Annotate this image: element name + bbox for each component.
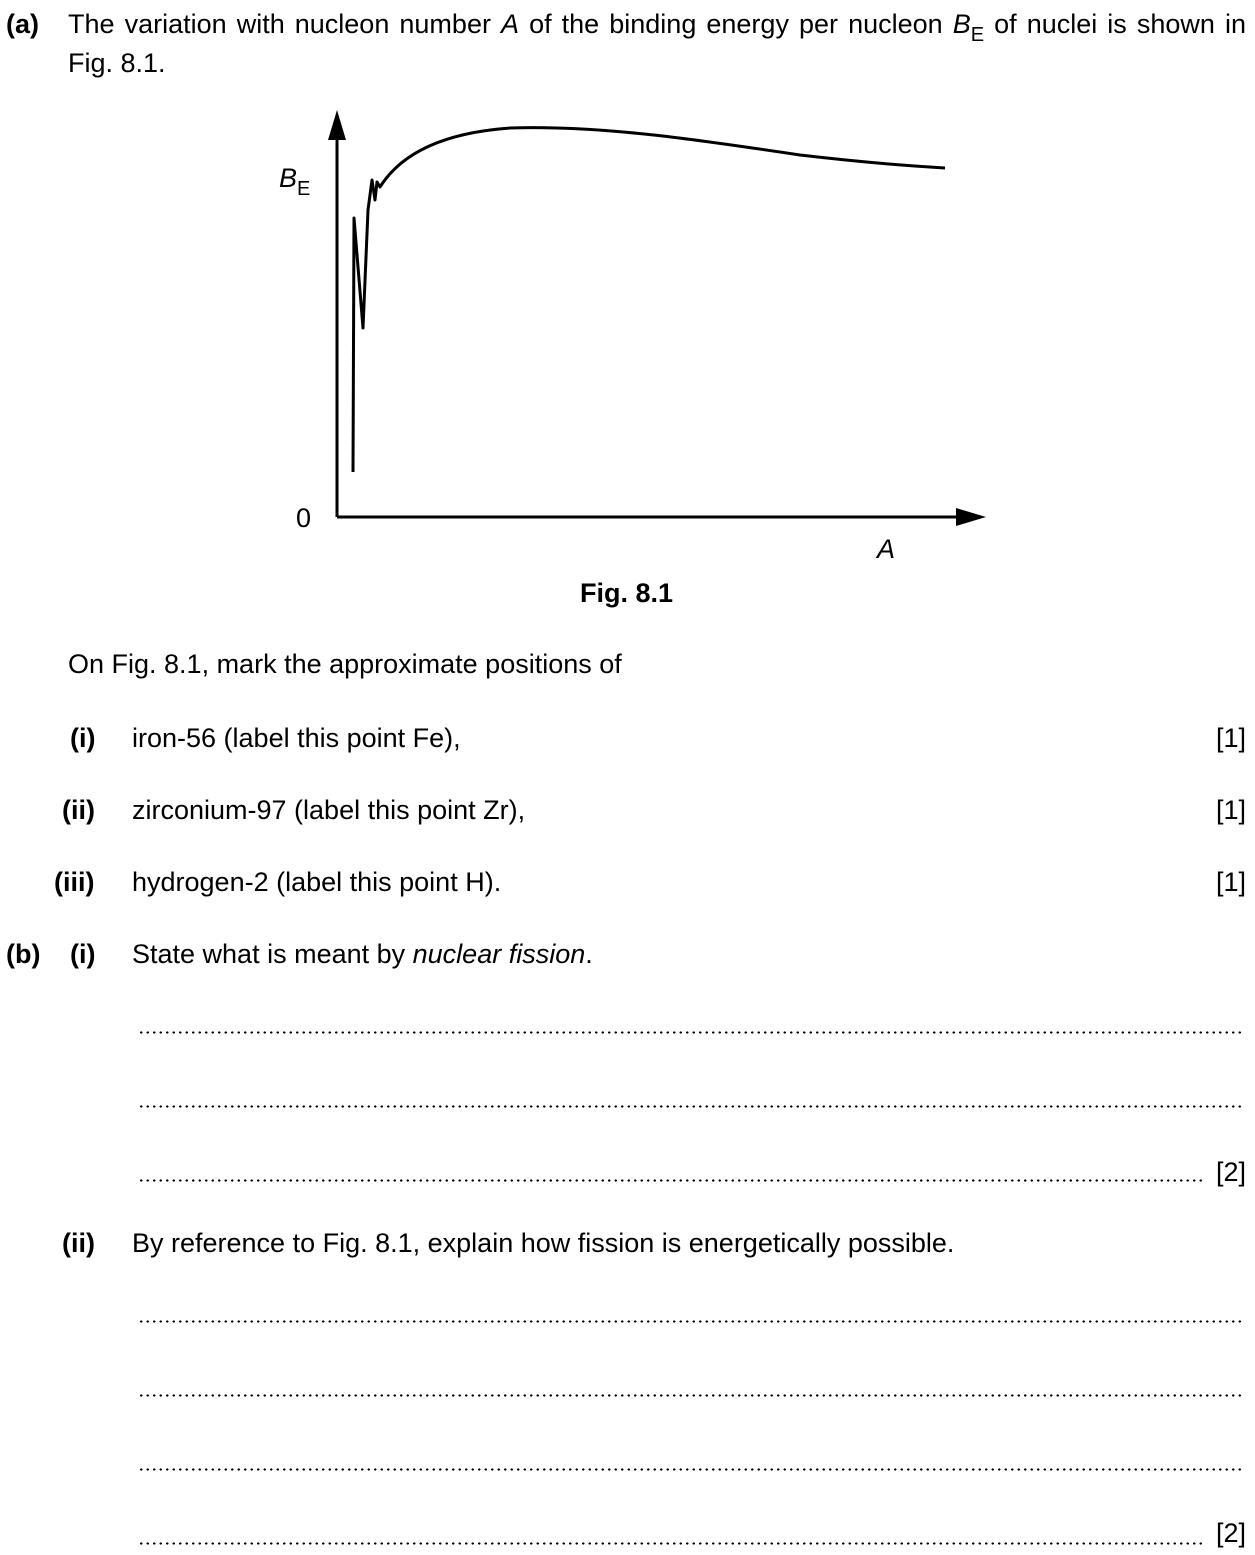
question-number: (i) xyxy=(70,723,96,753)
intro-symbol-B: B xyxy=(952,9,971,39)
intro-symbol-A: A xyxy=(501,9,520,39)
question-number: (iii) xyxy=(54,867,95,897)
question-mark: [1] xyxy=(1215,867,1246,897)
y-axis-arrowhead xyxy=(328,110,346,140)
answer-line[interactable] xyxy=(138,1542,1206,1545)
x-axis-arrowhead xyxy=(956,508,986,526)
question-b-i-number: (i) xyxy=(70,939,96,969)
question-text: zirconium-97 (label this point Zr), xyxy=(132,795,526,825)
question-b-i-text-2: . xyxy=(585,939,593,969)
question-b-i-term: nuclear fission xyxy=(412,939,586,969)
answer-line[interactable] xyxy=(138,1179,1206,1182)
question-number: (ii) xyxy=(62,795,95,825)
x-axis-label: A xyxy=(877,534,896,564)
intro-symbol-E: E xyxy=(970,24,985,46)
intro-text-3: of nuclei is shown in Fig. 8.1. xyxy=(68,9,1246,78)
answer-line[interactable] xyxy=(138,1031,1242,1034)
question-mark: [1] xyxy=(1215,795,1246,825)
answer-line[interactable] xyxy=(138,1105,1242,1108)
part-b-label: (b) xyxy=(6,939,41,969)
question-b-i-text xyxy=(132,941,593,968)
question-text: iron-56 (label this point Fe), xyxy=(132,723,461,753)
answer-line[interactable] xyxy=(138,1320,1242,1323)
binding-energy-curve xyxy=(353,128,945,472)
figure-caption: Fig. 8.1 xyxy=(580,578,674,608)
question-b-i-text-1: State what is meant by xyxy=(132,939,413,969)
instruction-text: On Fig. 8.1, mark the approximate positions of xyxy=(68,649,622,679)
question-b-ii-text: By reference to Fig. 8.1, explain how fission is energetically possible. xyxy=(132,1228,955,1258)
question-text: hydrogen-2 (label this point H). xyxy=(132,867,502,897)
origin-label: 0 xyxy=(296,503,312,533)
question-b-i-mark: [2] xyxy=(1215,1157,1246,1187)
intro-text-1: The variation with nucleon number xyxy=(68,9,502,39)
question-b-ii-number: (ii) xyxy=(62,1228,95,1258)
answer-line[interactable] xyxy=(138,1394,1242,1397)
question-b-ii-mark: [2] xyxy=(1215,1518,1246,1548)
part-a-label: (a) xyxy=(6,9,39,39)
question-mark: [1] xyxy=(1215,723,1246,753)
figure-8-1 xyxy=(0,0,1255,620)
answer-line[interactable] xyxy=(138,1468,1242,1471)
intro-text-2: of the binding energy per nucleon xyxy=(519,9,953,39)
y-axis-label: $B_E$ xyxy=(279,163,311,200)
